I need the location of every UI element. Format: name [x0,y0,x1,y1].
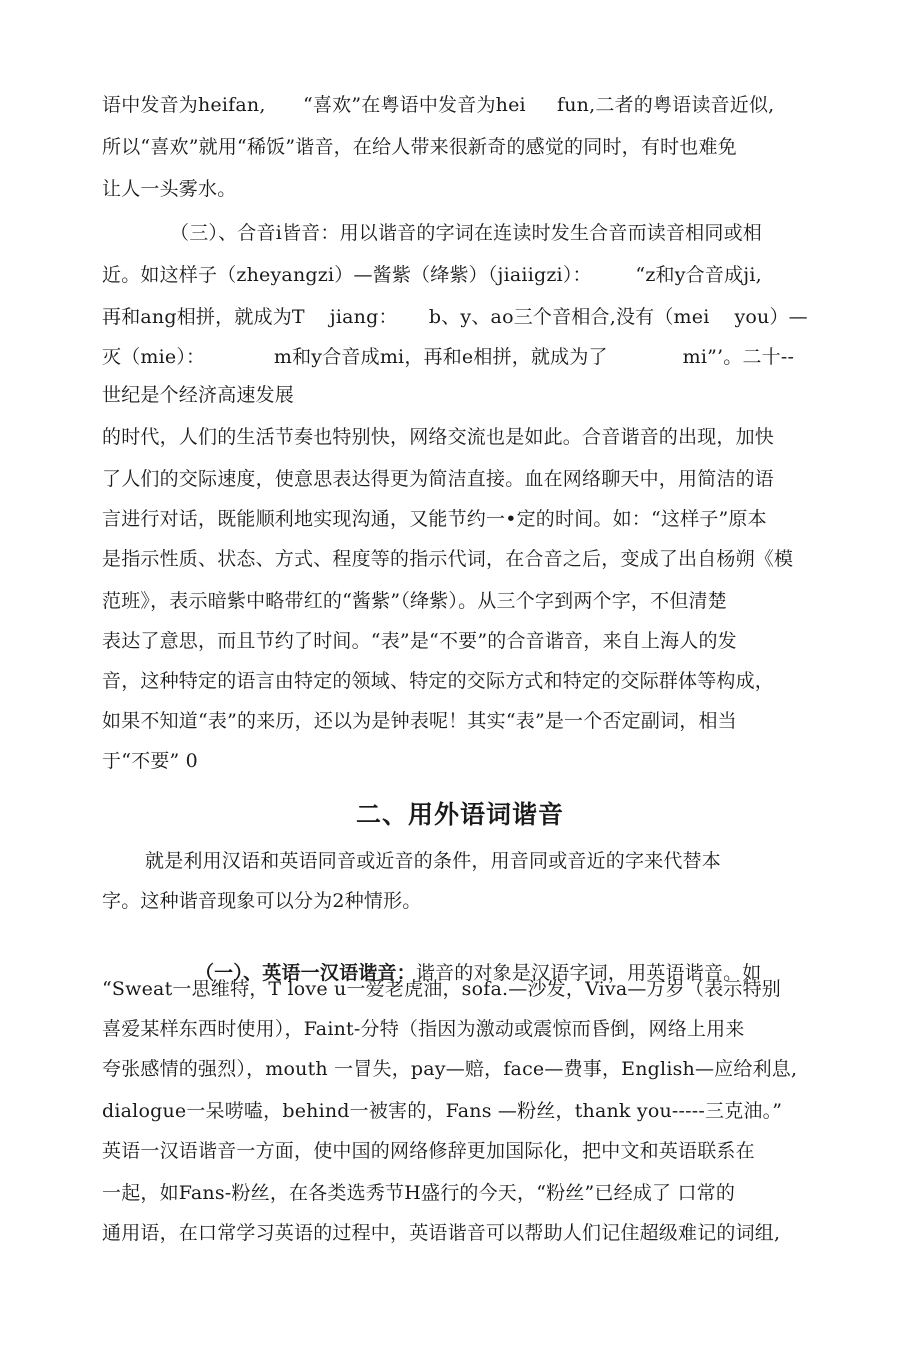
paragraph-line: 夸张感情的强烈），mouth 一冒失，pay—赔，face—费事，English—应给利息, [102,1058,798,1080]
paragraph-line: 就是利用汉语和英语同音或近音的条件，用音同或音近的字来代替本 [145,850,722,872]
paragraph-line: 范班》，表示暗紫中略带红的“酱紫”（绛紫）。从三个字到两个字，不但清楚 [102,590,727,612]
paragraph-line: 语中发音为heifan, “喜欢”在粤语中发音为hei fun,二者的粤语读音近似, [102,94,775,116]
subsection-heading: （一）、英语一汉语谐音： [194,962,416,984]
paragraph-line: 言进行对话，既能顺利地实现沟通，又能节约一•定的时间。如：“这样子”原本 [102,508,767,530]
paragraph-line: 让人一头雾水。 [102,178,237,200]
paragraph-line: 近。如这样子（zheyangzi）—酱紫（绛紫）（jiaiigzi）： “z和y合音成ji, [102,264,762,286]
paragraph-line: dialogue一呆唠嗑，behind一被害的，Fans —粉丝，thank you-----三克油。” [102,1100,783,1122]
paragraph-line: 如果不知道“表”的来历，还以为是钟表呢！其实“表”是一个否定副词，相当 [102,710,737,732]
paragraph-line: 字。这种谐音现象可以分为2种情形。 [102,890,422,912]
paragraph-line: 表达了意思，而且节约了时间。“表”是“不要”的合音谐音，来自上海人的发 [102,630,737,652]
paragraph-line: 英语一汉语谐音一方面，使中国的网络修辞更加国际化，把中文和英语联系在 [102,1140,755,1162]
section-heading: 二、用外语词谐音 [355,800,564,829]
subsection-first-line-text: 谐音的对象是汉语字词，用英语谐音。如 [415,962,762,984]
paragraph-line: 再和ang相拼，就成为T jiang： b、y、ao三个音相合,没有（mei you）— [102,306,808,328]
paragraph-line: （三）、合音i皆音：用以谐音的字词在连读时发生合音而读音相同或相 [170,222,762,244]
paragraph-line: 所以“喜欢”就用“稀饭”谐音，在给人带来很新奇的感觉的同时，有时也难免 [102,136,737,158]
paragraph-line: 喜爱某样东西时使用），Faint-分特（指因为激动或震惊而昏倒，网络上用来 [102,1018,745,1040]
paragraph-line: 于“不要” 0 [102,750,198,772]
paragraph-line: 是指示性质、状态、方式、程度等的指示代词，在合音之后，变成了出自杨朔《模 [102,548,794,570]
paragraph-line: 音，这种特定的语言由特定的领域、特定的交际方式和特定的交际群体等构成， [102,670,775,692]
paragraph-line: “Sweat一思维特，T love u一爱老虎油，sofa.—沙发，Viva—万岁（表示特别 [102,978,781,1000]
paragraph-line: 通用语，在口常学习英语的过程中，英语谐音可以帮助人们记住超级难记的词组, [102,1222,781,1244]
paragraph-line: 一起，如Fans-粉丝，在各类选秀节H盛行的今天，“粉丝”已经成了 口常的 [102,1182,736,1204]
paragraph-line: 灭（mie）： m和y合音成mi，再和e相拼，就成为了 mi”’。二十-- [102,346,795,368]
paragraph-line: 的时代，人们的生活节奏也特别快，网络交流也是如此。合音谐音的出现，加快 [102,426,775,448]
paragraph-line: 了人们的交际速度，使意思表达得更为简洁直接。血在网络聊天中，用简洁的语 [102,468,775,490]
paragraph-line: 世纪是个经济高速发展 [102,384,295,406]
